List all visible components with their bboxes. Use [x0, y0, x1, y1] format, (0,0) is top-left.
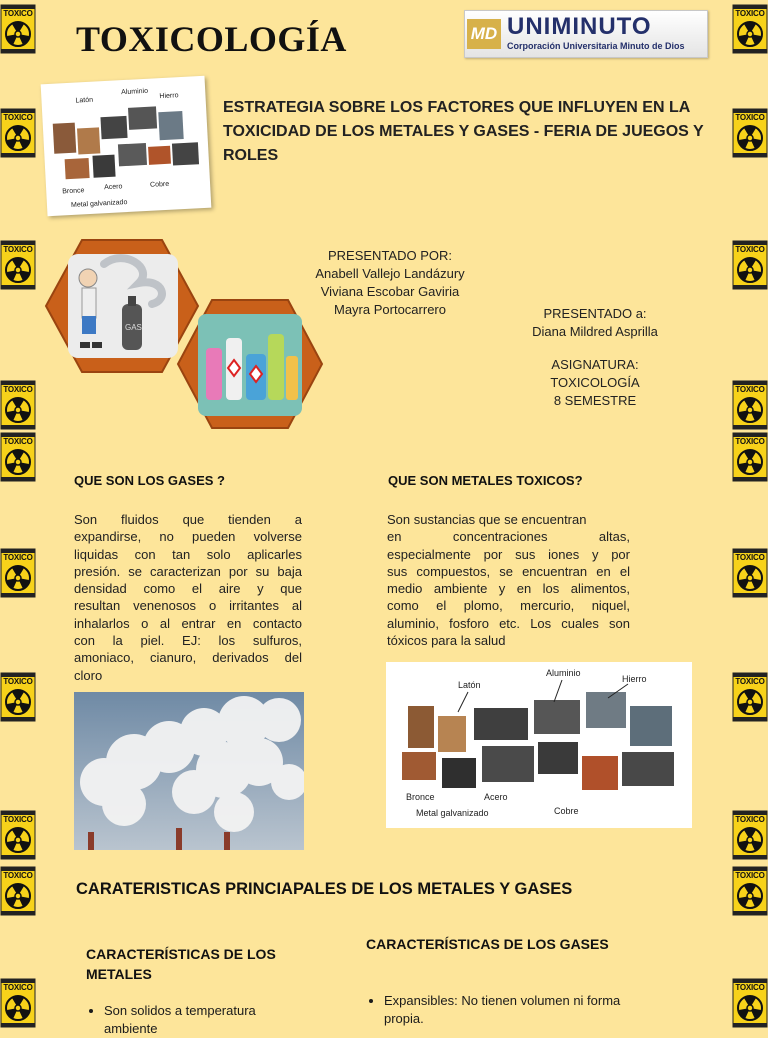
- small-photo-label-hierro: Hierro: [159, 92, 179, 101]
- characteristics-title: CARATERISTICAS PRINCIAPALES DE LOS METALES Y GASES: [76, 880, 573, 898]
- toxic-badge: [0, 866, 36, 916]
- gases-heading: QUE SON LOS GASES ?: [74, 473, 225, 488]
- gas-cylinder-label: GAS: [125, 323, 142, 332]
- presented-by-heading: PRESENTADO POR:: [327, 248, 452, 263]
- toxic-badge: [732, 810, 768, 860]
- toxic-badge: [732, 240, 768, 290]
- metals-characteristics-list: [86, 1002, 304, 1038]
- toxic-badge-label: TOXICO: [735, 245, 765, 254]
- presented-to-heading: PRESENTADO a:: [543, 306, 647, 321]
- toxic-badge: [732, 672, 768, 722]
- metals-line: tóxicos para la salud: [387, 633, 506, 649]
- small-photo-label-acero: Acero: [103, 183, 123, 192]
- toxic-badge-label: TOXICO: [3, 815, 33, 824]
- toxic-badge-label: TOXICO: [3, 871, 33, 880]
- subject-name: TOXICOLOGÍA: [550, 375, 640, 390]
- toxic-badge: [732, 548, 768, 598]
- gases-characteristics-list: [366, 992, 634, 1028]
- logo-subtitle: Corporación Universitaria Minuto de Dios: [507, 41, 685, 51]
- small-photo-label-aluminio: Aluminio: [121, 87, 149, 97]
- gases-paragraph: [74, 511, 302, 684]
- gases-line: presión. se caracterizan por su baja: [74, 563, 302, 579]
- metals-line: en concentraciones altas,: [387, 529, 630, 545]
- toxic-badge: [732, 866, 768, 916]
- toxic-badge: [0, 810, 36, 860]
- gases-line: liquidas con tan solo aplicarles: [74, 546, 302, 562]
- large-photo-label-acero: Acero: [484, 792, 508, 802]
- gases-line: cloro: [74, 667, 103, 683]
- gases-line: Son fluidos que tienden a: [74, 512, 302, 527]
- strategy-heading: ESTRATEGIA SOBRE LOS FACTORES QUE INFLUYEN EN LA TOXICIDAD DE LOS METALES Y GASES - FERIA DE JUEGOS Y ROLES: [223, 99, 704, 164]
- toxic-badge-label: TOXICO: [3, 9, 33, 18]
- metals-samples-image: [41, 76, 212, 216]
- toxic-badge-label: TOXICO: [735, 871, 765, 880]
- metals-line: Son sustancias que se encuentran: [387, 512, 587, 527]
- toxic-badge: [0, 432, 36, 482]
- metals-line: como el plomo, mercurio, niquel,: [387, 598, 630, 614]
- list-item: • Son solidos a temperatura ambiente: [104, 1002, 304, 1038]
- toxic-badge-label: TOXICO: [3, 437, 33, 446]
- toxic-badge-label: TOXICO: [3, 113, 33, 122]
- gases-line: inhalarlos o al entrar en contacto: [74, 615, 302, 631]
- toxic-badge-label: TOXICO: [735, 113, 765, 122]
- large-photo-label-cobre: Cobre: [554, 806, 579, 816]
- toxic-badge-label: TOXICO: [735, 677, 765, 686]
- toxic-badge-label: TOXICO: [735, 983, 765, 992]
- metals-heading: QUE SON METALES TOXICOS?: [388, 473, 583, 488]
- toxic-badge: [0, 380, 36, 430]
- small-photo-label-bronce: Bronce: [62, 187, 85, 196]
- gases-line: resultan venenosos o irritantes al: [74, 598, 302, 614]
- toxic-badge: [732, 380, 768, 430]
- toxic-badge-label: TOXICO: [735, 437, 765, 446]
- uniminuto-logo: [464, 10, 708, 58]
- toxic-badge: [732, 108, 768, 158]
- toxic-badge: [732, 978, 768, 1028]
- toxic-badge: [0, 548, 36, 598]
- gases-line: expandirse, no pueden volverse: [74, 529, 302, 545]
- page-title: TOXICOLOGÍA: [76, 19, 347, 59]
- subject-block: [505, 356, 685, 410]
- toxic-badge: [0, 4, 36, 54]
- subject-heading: ASIGNATURA:: [551, 357, 639, 372]
- metals-line: sus compuestos, se encuentran en el: [387, 563, 630, 579]
- logo-name: UNIMINUTO: [507, 13, 652, 40]
- toxic-badge: [732, 4, 768, 54]
- smoke-photo: [74, 692, 304, 850]
- presenter-name: Anabell Vallejo Landázury: [315, 266, 465, 281]
- toxic-badge: [732, 432, 768, 482]
- toxic-badge-label: TOXICO: [3, 983, 33, 992]
- toxic-badge-label: TOXICO: [735, 553, 765, 562]
- metals-characteristics-heading: CARACTERÍSTICAS DE LOS METALES: [86, 946, 276, 982]
- toxic-badge-label: TOXICO: [3, 245, 33, 254]
- semester: 8 SEMESTRE: [553, 393, 637, 408]
- large-photo-label-laton: Latón: [458, 680, 481, 690]
- large-photo-label-aluminio: Aluminio: [546, 668, 581, 678]
- gases-line: densidad como el aire y que: [74, 581, 302, 597]
- gases-characteristics-heading: CARACTERÍSTICAS DE LOS GASES: [366, 936, 609, 952]
- toxic-badge-label: TOXICO: [735, 9, 765, 18]
- gases-line: amoniaco, cianuro, derivados del: [74, 650, 302, 666]
- presenter-name: Mayra Portocarrero: [334, 302, 446, 317]
- presented-by-block: [300, 247, 480, 319]
- small-photo-label-cobre: Cobre: [149, 180, 170, 189]
- metals-photo-large: [386, 662, 692, 828]
- small-photo-label-galvanizado: Metal galvanizado: [70, 199, 128, 209]
- toxic-badge: [0, 978, 36, 1028]
- toxic-badge-label: TOXICO: [3, 553, 33, 562]
- metals-photo-small: [41, 76, 212, 216]
- toxic-badge-label: TOXICO: [735, 815, 765, 824]
- presenter-name: Viviana Escobar Gaviria: [320, 284, 460, 299]
- toxic-badge-label: TOXICO: [3, 677, 33, 686]
- list-item: • Expansibles: No tienen volumen ni forma propia.: [384, 992, 634, 1028]
- metals-line: medio ambiente y en los alimentos,: [387, 581, 630, 597]
- large-photo-label-hierro: Hierro: [622, 674, 647, 684]
- gases-line: con la piel. EJ: los sulfuros,: [74, 633, 302, 649]
- small-photo-label-laton: Latón: [75, 96, 94, 105]
- toxic-badge-label: TOXICO: [735, 385, 765, 394]
- large-photo-label-galvanizado: Metal galvanizado: [416, 808, 489, 818]
- metals-line: aluminio, fosforo etc. Los cuales son: [387, 615, 630, 631]
- teacher-name: Diana Mildred Asprilla: [532, 324, 658, 339]
- toxic-badge: [0, 240, 36, 290]
- metals-line: especialmente por sus iones y por: [387, 546, 630, 562]
- toxic-badge: [0, 672, 36, 722]
- toxic-badge-label: TOXICO: [3, 385, 33, 394]
- presented-to-block: [505, 305, 685, 341]
- toxic-badge: [0, 108, 36, 158]
- metals-paragraph: [387, 511, 630, 649]
- large-photo-label-bronce: Bronce: [406, 792, 435, 802]
- md-logo-mark: MD: [467, 19, 501, 49]
